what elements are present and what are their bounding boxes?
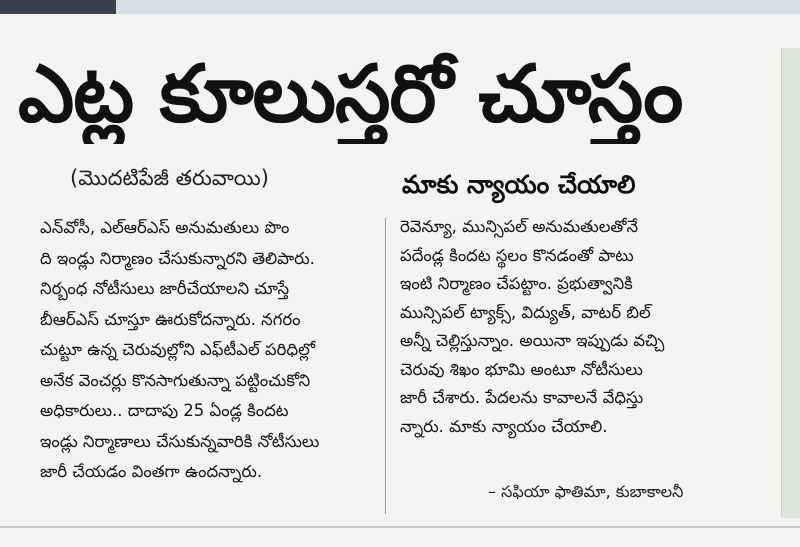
continuation-note: (మొదటిపేజీ తరువాయి) bbox=[70, 166, 269, 190]
sidebar-title: మాకు న్యాయం చేయాలి bbox=[402, 170, 636, 199]
left-column-line: జారీ చేయడం వింతగా ఉందన్నారు. bbox=[40, 462, 263, 481]
headline: ఎట్ల కూలుస్తరో చూస్తం bbox=[18, 48, 683, 140]
right-column-line: జారీ చేశారు. పేదలను కావాలనే వేధిస్తు bbox=[400, 388, 644, 407]
left-column-line: ఇండ్లు నిర్మాణాలు చేసుకున్నవారికి నోటీసులు bbox=[40, 431, 320, 451]
left-column-line: నిర్బంధ నోటీసులు జారీచేయాలని చూస్తే bbox=[40, 279, 290, 298]
left-column bbox=[40, 213, 370, 513]
right-column-line: అన్నీ చెల్లిస్తున్నాం. అయినా ఇప్పుడు వచ్చి bbox=[400, 331, 665, 350]
left-column-line: అధికారులు.. దాదాపు 25 ఏండ్ల కిందట bbox=[40, 401, 289, 420]
left-column-line: ఎన్‌వోసీ, ఎల్‌ఆర్‌ఎస్ అనుమతులు పొం bbox=[40, 218, 290, 237]
byline: – సఫియా ఫాతిమా, కుబాకాలనీ bbox=[488, 482, 684, 501]
right-column bbox=[400, 213, 765, 513]
right-column-line: మున్సిపల్ ట్యాక్స్, విద్యుత్, వాటర్ బిల్ bbox=[400, 302, 651, 322]
right-column-line: పదేండ్ల కిందట స్థలం కొనడంతో పాటు bbox=[400, 245, 634, 265]
bottom-rule bbox=[0, 526, 800, 528]
right-column-line: ఇంటి నిర్మాణం చేపట్టాం. ప్రభుత్వానికి bbox=[400, 274, 633, 293]
top-bar-light bbox=[116, 0, 800, 14]
left-column-line: బీఆర్‌ఎస్ చూస్తూ ఊరుకోదన్నారు. నగరం bbox=[40, 309, 301, 329]
column-divider bbox=[385, 218, 386, 514]
adjacent-column-edge bbox=[781, 48, 800, 518]
right-column-line: చెరువు శిఖం భూమి అంటూ నోటీసులు bbox=[400, 359, 643, 379]
top-bar-dark bbox=[0, 0, 116, 14]
right-column-line: రెవెన్యూ, మున్సిపల్ అనుమతులతోనే bbox=[400, 217, 639, 236]
left-column-line: ది ఇండ్లు నిర్మాణం చేసుకున్నారని తెలిపారు. bbox=[40, 248, 315, 268]
left-column-line: అనేక వెంచర్లు కొనసాగుతున్నా పట్టించుకోని bbox=[40, 370, 311, 390]
right-column-line: న్నారు. మాకు న్యాయం చేయాలి. bbox=[400, 416, 608, 436]
left-column-line: చుట్టూ ఉన్న చెరువుల్లోని ఎఫ్‌టీఎల్ పరిధిల్లో bbox=[40, 340, 316, 359]
